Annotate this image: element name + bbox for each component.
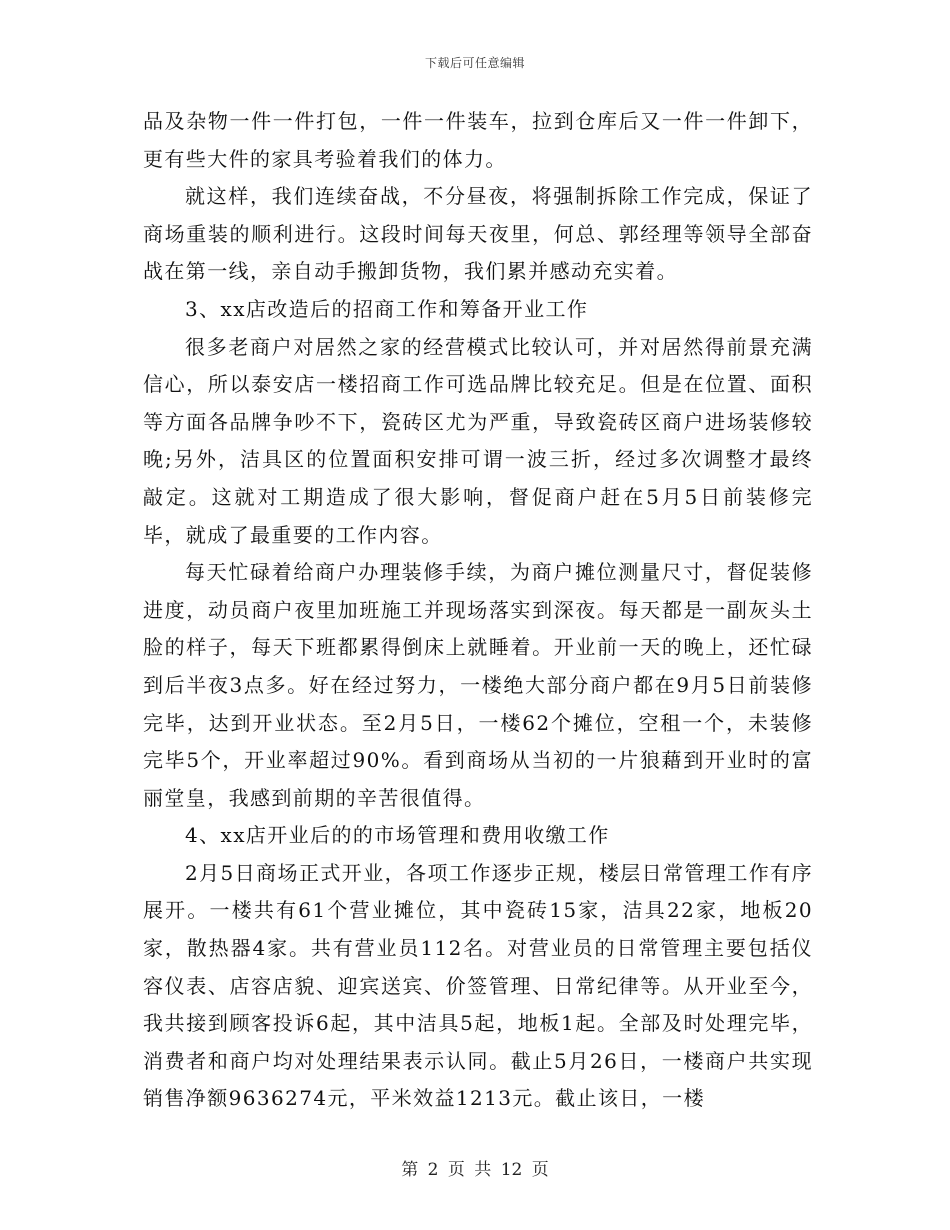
paragraph: 很多老商户对居然之家的经营模式比较认可，并对居然得前景充满信心，所以泰安店一楼招商工作可选品牌比较充足。但是在位置、面积等方面各品牌争吵不下，瓷砖区尤为严重，导致瓷砖区商户进场装修较晚;另外，洁具区的位置面积安排可谓一波三折，经过多次调整才最终敲定。这就对工期造成了很大影响，督促商户赶在5月5日前装修完毕，就成了最重要的工作内容。	[143, 334, 813, 547]
document-body	[143, 103, 813, 1118]
section-heading-3: 3、xx店改造后的招商工作和筹备开业工作	[185, 296, 589, 321]
page-footer: 第 2 页 共 12 页	[401, 1160, 549, 1180]
paragraph: 每天忙碌着给商户办理装修手续，为商户摊位测量尺寸，督促装修进度，动员商户夜里加班施工并现场落实到深夜。每天都是一副灰头土脸的样子，每天下班都累得倒床上就睡着。开业前一天的晚上，还忙碌到后半夜3点多。好在经过努力，一楼绝大部分商户都在9月5日前装修完毕，达到开业状态。至2月5日，一楼62个摊位，空租一个，未装修完毕5个，开业率超过90%。看到商场从当初的一片狼藉到开业时的富丽堂皇，我感到前期的辛苦很值得。	[143, 560, 813, 810]
paragraph-continuation: 品及杂物一件一件打包，一件一件装车，拉到仓库后又一件一件卸下，更有些大件的家具考验着我们的体力。	[143, 109, 813, 171]
paragraph: 2月5日商场正式开业，各项工作逐步正规，楼层日常管理工作有序展开。一楼共有61个营业摊位，其中瓷砖15家，洁具22家，地板20家，散热器4家。共有营业员112名。对营业员的日常管理主要包括仪容仪表、店容店貌、迎宾送宾、价签管理、日常纪律等。从开业至今，我共接到顾客投诉6起，其中洁具5起，地板1起。全部及时处理完毕，消费者和商户均对处理结果表示认同。截止5月26日，一楼商户共实现销售净额9636274元，平米效益1213元。截止该日，一楼	[143, 860, 813, 1111]
paragraph: 就这样，我们连续奋战，不分昼夜，将强制拆除工作完成，保证了商场重装的顺利进行。这段时间每天夜里，何总、郭经理等领导全部奋战在第一线，亲自动手搬卸货物，我们累并感动充实着。	[143, 184, 813, 284]
page-header: 下载后可任意编辑	[424, 56, 525, 70]
section-heading-4: 4、xx店开业后的的市场管理和费用收缴工作	[185, 823, 610, 848]
